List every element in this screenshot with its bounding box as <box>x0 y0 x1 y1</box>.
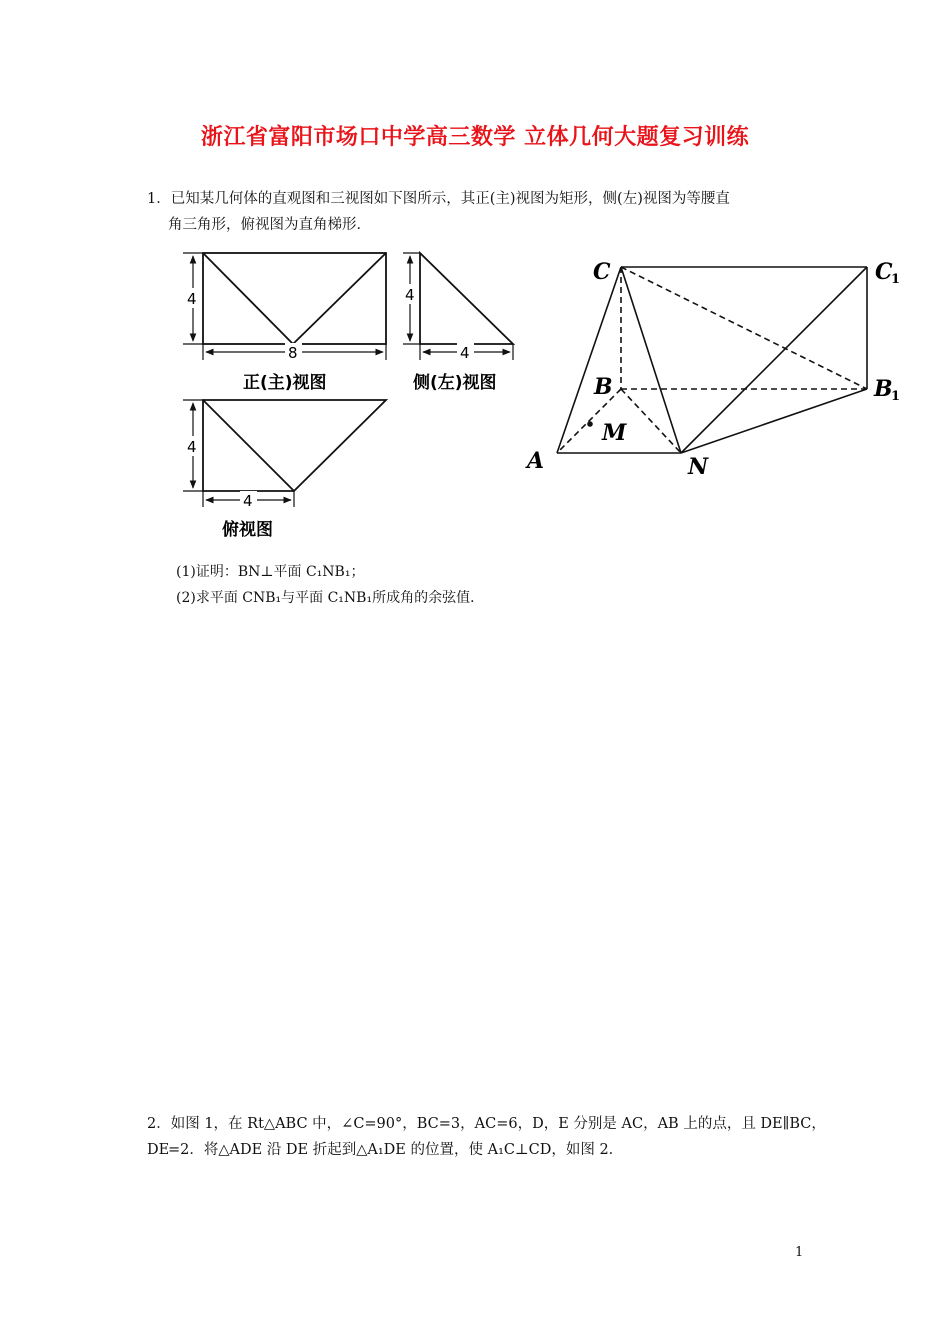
top-view <box>183 400 386 507</box>
front-view-caption: 正(主)视图 <box>243 373 327 393</box>
page-title: 浙江省富阳市场口中学高三数学 立体几何大题复习训练 <box>200 125 750 150</box>
label-b1-subscript: 1 <box>891 389 901 404</box>
page-number: 1 <box>795 1245 804 1260</box>
question-1-part-1: (1)证明：BN⊥平面 C₁NB₁； <box>176 564 365 580</box>
label-m: M <box>602 420 627 446</box>
label-c: C <box>593 259 611 285</box>
label-c1-subscript: 1 <box>891 272 901 287</box>
question-1-text: 1．已知某几何体的直观图和三视图如下图所示，其正(主)视图为矩形，侧(左)视图为等腰直 <box>147 191 730 207</box>
front-view <box>183 253 386 360</box>
label-a: A <box>527 448 545 474</box>
label-b1: B <box>874 376 893 402</box>
top-view-caption: 俯视图 <box>222 520 273 540</box>
top-view-height-label: 4 <box>187 438 197 456</box>
question-2-text-continued: =2．将△ADE 沿 DE 折起到△A₁DE 的位置，使 A₁C⊥CD，如图 2． <box>168 1142 624 1158</box>
side-view-height-label: 4 <box>405 286 415 304</box>
top-view-width-label: 4 <box>243 492 253 510</box>
point-m-dot <box>587 421 593 427</box>
question-2-text: 2．如图 1，在 Rt△ABC 中，∠C=90°，BC=3，AC=6，D，E 分别是 AC，AB 上的点，且 DE∥BC，DE <box>147 1116 826 1158</box>
label-b: B <box>594 374 613 400</box>
question-1-text-continued: 角三角形，俯视图为直角梯形． <box>168 217 371 233</box>
label-n: N <box>688 454 709 480</box>
side-view-caption: 侧(左)视图 <box>413 373 497 393</box>
front-view-width-label: 8 <box>288 344 298 362</box>
question-1-part-2: (2)求平面 CNB₁与平面 C₁NB₁所成角的余弦值． <box>176 590 485 606</box>
label-c1: C <box>875 259 893 285</box>
front-view-height-label: 4 <box>187 290 197 308</box>
side-view-width-label: 4 <box>460 344 470 362</box>
